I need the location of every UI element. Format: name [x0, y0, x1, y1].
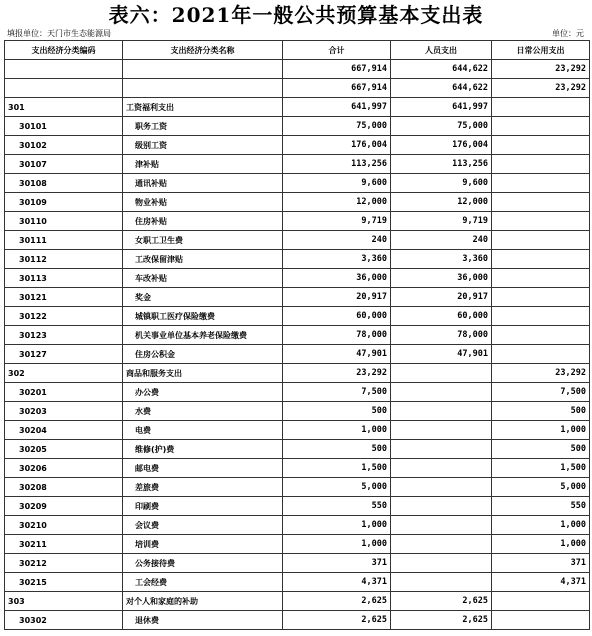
cell-public: 1,000: [492, 421, 590, 440]
cell-total: 1,500: [283, 459, 391, 478]
cell-public: 550: [492, 497, 590, 516]
budget-table: [4, 40, 590, 630]
cell-personnel: 113,256: [391, 155, 492, 174]
table-row: [5, 421, 590, 440]
table-row: [5, 136, 590, 155]
table-row: [5, 326, 590, 345]
table-row: [5, 459, 590, 478]
table-row: [5, 60, 590, 79]
cell-personnel: 641,997: [391, 98, 492, 117]
cell-code: 30111: [5, 231, 123, 250]
cell-public: 500: [492, 402, 590, 421]
cell-personnel: [391, 573, 492, 592]
cell-name: 津补贴: [123, 155, 283, 174]
cell-personnel: [391, 421, 492, 440]
cell-code: 30123: [5, 326, 123, 345]
cell-personnel: 12,000: [391, 193, 492, 212]
cell-public: [492, 117, 590, 136]
cell-name: 差旅费: [123, 478, 283, 497]
cell-name: 奖金: [123, 288, 283, 307]
cell-personnel: 3,360: [391, 250, 492, 269]
cell-public: 5,000: [492, 478, 590, 497]
cell-personnel: [391, 383, 492, 402]
table-row: [5, 193, 590, 212]
table-row: [5, 98, 590, 117]
header-public: 日常公用支出: [492, 41, 590, 60]
cell-total: 47,901: [283, 345, 391, 364]
cell-name: 通讯补贴: [123, 174, 283, 193]
cell-personnel: 2,625: [391, 592, 492, 611]
cell-total: 240: [283, 231, 391, 250]
cell-personnel: [391, 402, 492, 421]
cell-name: 工会经费: [123, 573, 283, 592]
cell-total: 9,719: [283, 212, 391, 231]
cell-total: 500: [283, 402, 391, 421]
cell-public: 500: [492, 440, 590, 459]
table-row: [5, 155, 590, 174]
cell-name: 级别工资: [123, 136, 283, 155]
cell-personnel: 9,600: [391, 174, 492, 193]
table-row: [5, 516, 590, 535]
cell-personnel: 240: [391, 231, 492, 250]
cell-name: 电费: [123, 421, 283, 440]
cell-name: 物业补贴: [123, 193, 283, 212]
cell-code: 30208: [5, 478, 123, 497]
cell-code: 30112: [5, 250, 123, 269]
cell-personnel: [391, 516, 492, 535]
cell-name: [123, 60, 283, 79]
cell-name: 办公费: [123, 383, 283, 402]
cell-name: 会议费: [123, 516, 283, 535]
cell-personnel: 9,719: [391, 212, 492, 231]
cell-total: 78,000: [283, 326, 391, 345]
cell-code: 30302: [5, 611, 123, 630]
cell-public: [492, 250, 590, 269]
cell-name: 对个人和家庭的补助: [123, 592, 283, 611]
cell-name: 职务工资: [123, 117, 283, 136]
cell-personnel: [391, 459, 492, 478]
header-code: 支出经济分类编码: [5, 41, 123, 60]
table-row: [5, 383, 590, 402]
cell-code: 30101: [5, 117, 123, 136]
cell-name: 机关事业单位基本养老保险缴费: [123, 326, 283, 345]
cell-public: 23,292: [492, 60, 590, 79]
cell-public: [492, 288, 590, 307]
table-row: [5, 174, 590, 193]
cell-name: 印刷费: [123, 497, 283, 516]
table-row: [5, 231, 590, 250]
cell-name: 城镇职工医疗保险缴费: [123, 307, 283, 326]
table-row: [5, 535, 590, 554]
cell-total: 12,000: [283, 193, 391, 212]
cell-code: 30109: [5, 193, 123, 212]
cell-code: 30215: [5, 573, 123, 592]
cell-total: 113,256: [283, 155, 391, 174]
cell-code: 30212: [5, 554, 123, 573]
cell-personnel: [391, 535, 492, 554]
table-row: [5, 592, 590, 611]
cell-name: 维修(护)费: [123, 440, 283, 459]
table-row: [5, 497, 590, 516]
currency-unit: 单位：元: [552, 29, 584, 38]
cell-code: 30211: [5, 535, 123, 554]
cell-code: 30108: [5, 174, 123, 193]
cell-code: 30209: [5, 497, 123, 516]
table-row: [5, 117, 590, 136]
cell-name: 女职工卫生费: [123, 231, 283, 250]
cell-code: 30206: [5, 459, 123, 478]
table-row: [5, 440, 590, 459]
cell-personnel: 36,000: [391, 269, 492, 288]
cell-personnel: 20,917: [391, 288, 492, 307]
cell-code: [5, 60, 123, 79]
cell-total: 667,914: [283, 60, 391, 79]
cell-public: [492, 136, 590, 155]
cell-total: 176,004: [283, 136, 391, 155]
cell-personnel: [391, 440, 492, 459]
cell-personnel: 75,000: [391, 117, 492, 136]
cell-personnel: [391, 554, 492, 573]
cell-public: 1,000: [492, 535, 590, 554]
cell-public: 1,000: [492, 516, 590, 535]
header-name: 支出经济分类名称: [123, 41, 283, 60]
cell-public: [492, 193, 590, 212]
cell-personnel: [391, 497, 492, 516]
cell-public: [492, 174, 590, 193]
cell-public: [492, 231, 590, 250]
cell-total: 75,000: [283, 117, 391, 136]
cell-total: 2,625: [283, 592, 391, 611]
cell-name: 邮电费: [123, 459, 283, 478]
cell-public: [492, 269, 590, 288]
cell-personnel: 78,000: [391, 326, 492, 345]
cell-name: 车改补贴: [123, 269, 283, 288]
table-row: [5, 307, 590, 326]
cell-public: 4,371: [492, 573, 590, 592]
cell-name: 工改保留津贴: [123, 250, 283, 269]
reporting-unit: 填报单位：天门市生态能源局: [7, 29, 111, 38]
cell-total: 500: [283, 440, 391, 459]
cell-code: 30110: [5, 212, 123, 231]
cell-total: 550: [283, 497, 391, 516]
cell-code: 30122: [5, 307, 123, 326]
cell-code: 30127: [5, 345, 123, 364]
cell-public: 7,500: [492, 383, 590, 402]
cell-total: 641,997: [283, 98, 391, 117]
table-row: [5, 554, 590, 573]
cell-code: 30107: [5, 155, 123, 174]
cell-public: [492, 326, 590, 345]
cell-total: 1,000: [283, 535, 391, 554]
cell-public: [492, 98, 590, 117]
cell-total: 5,000: [283, 478, 391, 497]
cell-name: 商品和服务支出: [123, 364, 283, 383]
cell-name: 住房公积金: [123, 345, 283, 364]
cell-total: 60,000: [283, 307, 391, 326]
cell-code: [5, 79, 123, 98]
cell-name: 住房补贴: [123, 212, 283, 231]
cell-name: 退休费: [123, 611, 283, 630]
cell-public: [492, 611, 590, 630]
cell-total: 2,625: [283, 611, 391, 630]
header-total: 合计: [283, 41, 391, 60]
table-row: [5, 288, 590, 307]
cell-public: [492, 345, 590, 364]
table-row: [5, 212, 590, 231]
cell-code: 30210: [5, 516, 123, 535]
cell-name: [123, 79, 283, 98]
cell-name: 公务接待费: [123, 554, 283, 573]
cell-total: 3,360: [283, 250, 391, 269]
cell-personnel: 176,004: [391, 136, 492, 155]
cell-public: 23,292: [492, 79, 590, 98]
cell-total: 23,292: [283, 364, 391, 383]
table-row: [5, 611, 590, 630]
cell-code: 30102: [5, 136, 123, 155]
cell-total: 1,000: [283, 421, 391, 440]
cell-total: 7,500: [283, 383, 391, 402]
cell-personnel: [391, 478, 492, 497]
cell-personnel: [391, 364, 492, 383]
cell-code: 302: [5, 364, 123, 383]
page-title: 表六：2021年一般公共预算基本支出表: [108, 3, 484, 27]
cell-total: 371: [283, 554, 391, 573]
cell-public: [492, 592, 590, 611]
cell-personnel: 644,622: [391, 79, 492, 98]
cell-personnel: 60,000: [391, 307, 492, 326]
cell-code: 30204: [5, 421, 123, 440]
cell-name: 工资福利支出: [123, 98, 283, 117]
cell-personnel: 644,622: [391, 60, 492, 79]
cell-public: [492, 212, 590, 231]
cell-code: 301: [5, 98, 123, 117]
table-row: [5, 250, 590, 269]
table-row: [5, 573, 590, 592]
table-row: [5, 364, 590, 383]
cell-total: 36,000: [283, 269, 391, 288]
table-row: [5, 269, 590, 288]
table-row: [5, 478, 590, 497]
cell-total: 20,917: [283, 288, 391, 307]
cell-code: 303: [5, 592, 123, 611]
table-row: [5, 345, 590, 364]
cell-code: 30205: [5, 440, 123, 459]
cell-public: [492, 155, 590, 174]
cell-public: 371: [492, 554, 590, 573]
cell-total: 667,914: [283, 79, 391, 98]
cell-personnel: 2,625: [391, 611, 492, 630]
table-row: [5, 402, 590, 421]
cell-public: 1,500: [492, 459, 590, 478]
table-header-row: [5, 41, 590, 60]
cell-public: [492, 307, 590, 326]
cell-public: 23,292: [492, 364, 590, 383]
cell-total: 4,371: [283, 573, 391, 592]
cell-name: 培训费: [123, 535, 283, 554]
cell-code: 30121: [5, 288, 123, 307]
cell-code: 30203: [5, 402, 123, 421]
cell-code: 30201: [5, 383, 123, 402]
header-personnel: 人员支出: [391, 41, 492, 60]
cell-total: 1,000: [283, 516, 391, 535]
cell-name: 水费: [123, 402, 283, 421]
cell-code: 30113: [5, 269, 123, 288]
cell-personnel: 47,901: [391, 345, 492, 364]
table-row: [5, 79, 590, 98]
cell-total: 9,600: [283, 174, 391, 193]
